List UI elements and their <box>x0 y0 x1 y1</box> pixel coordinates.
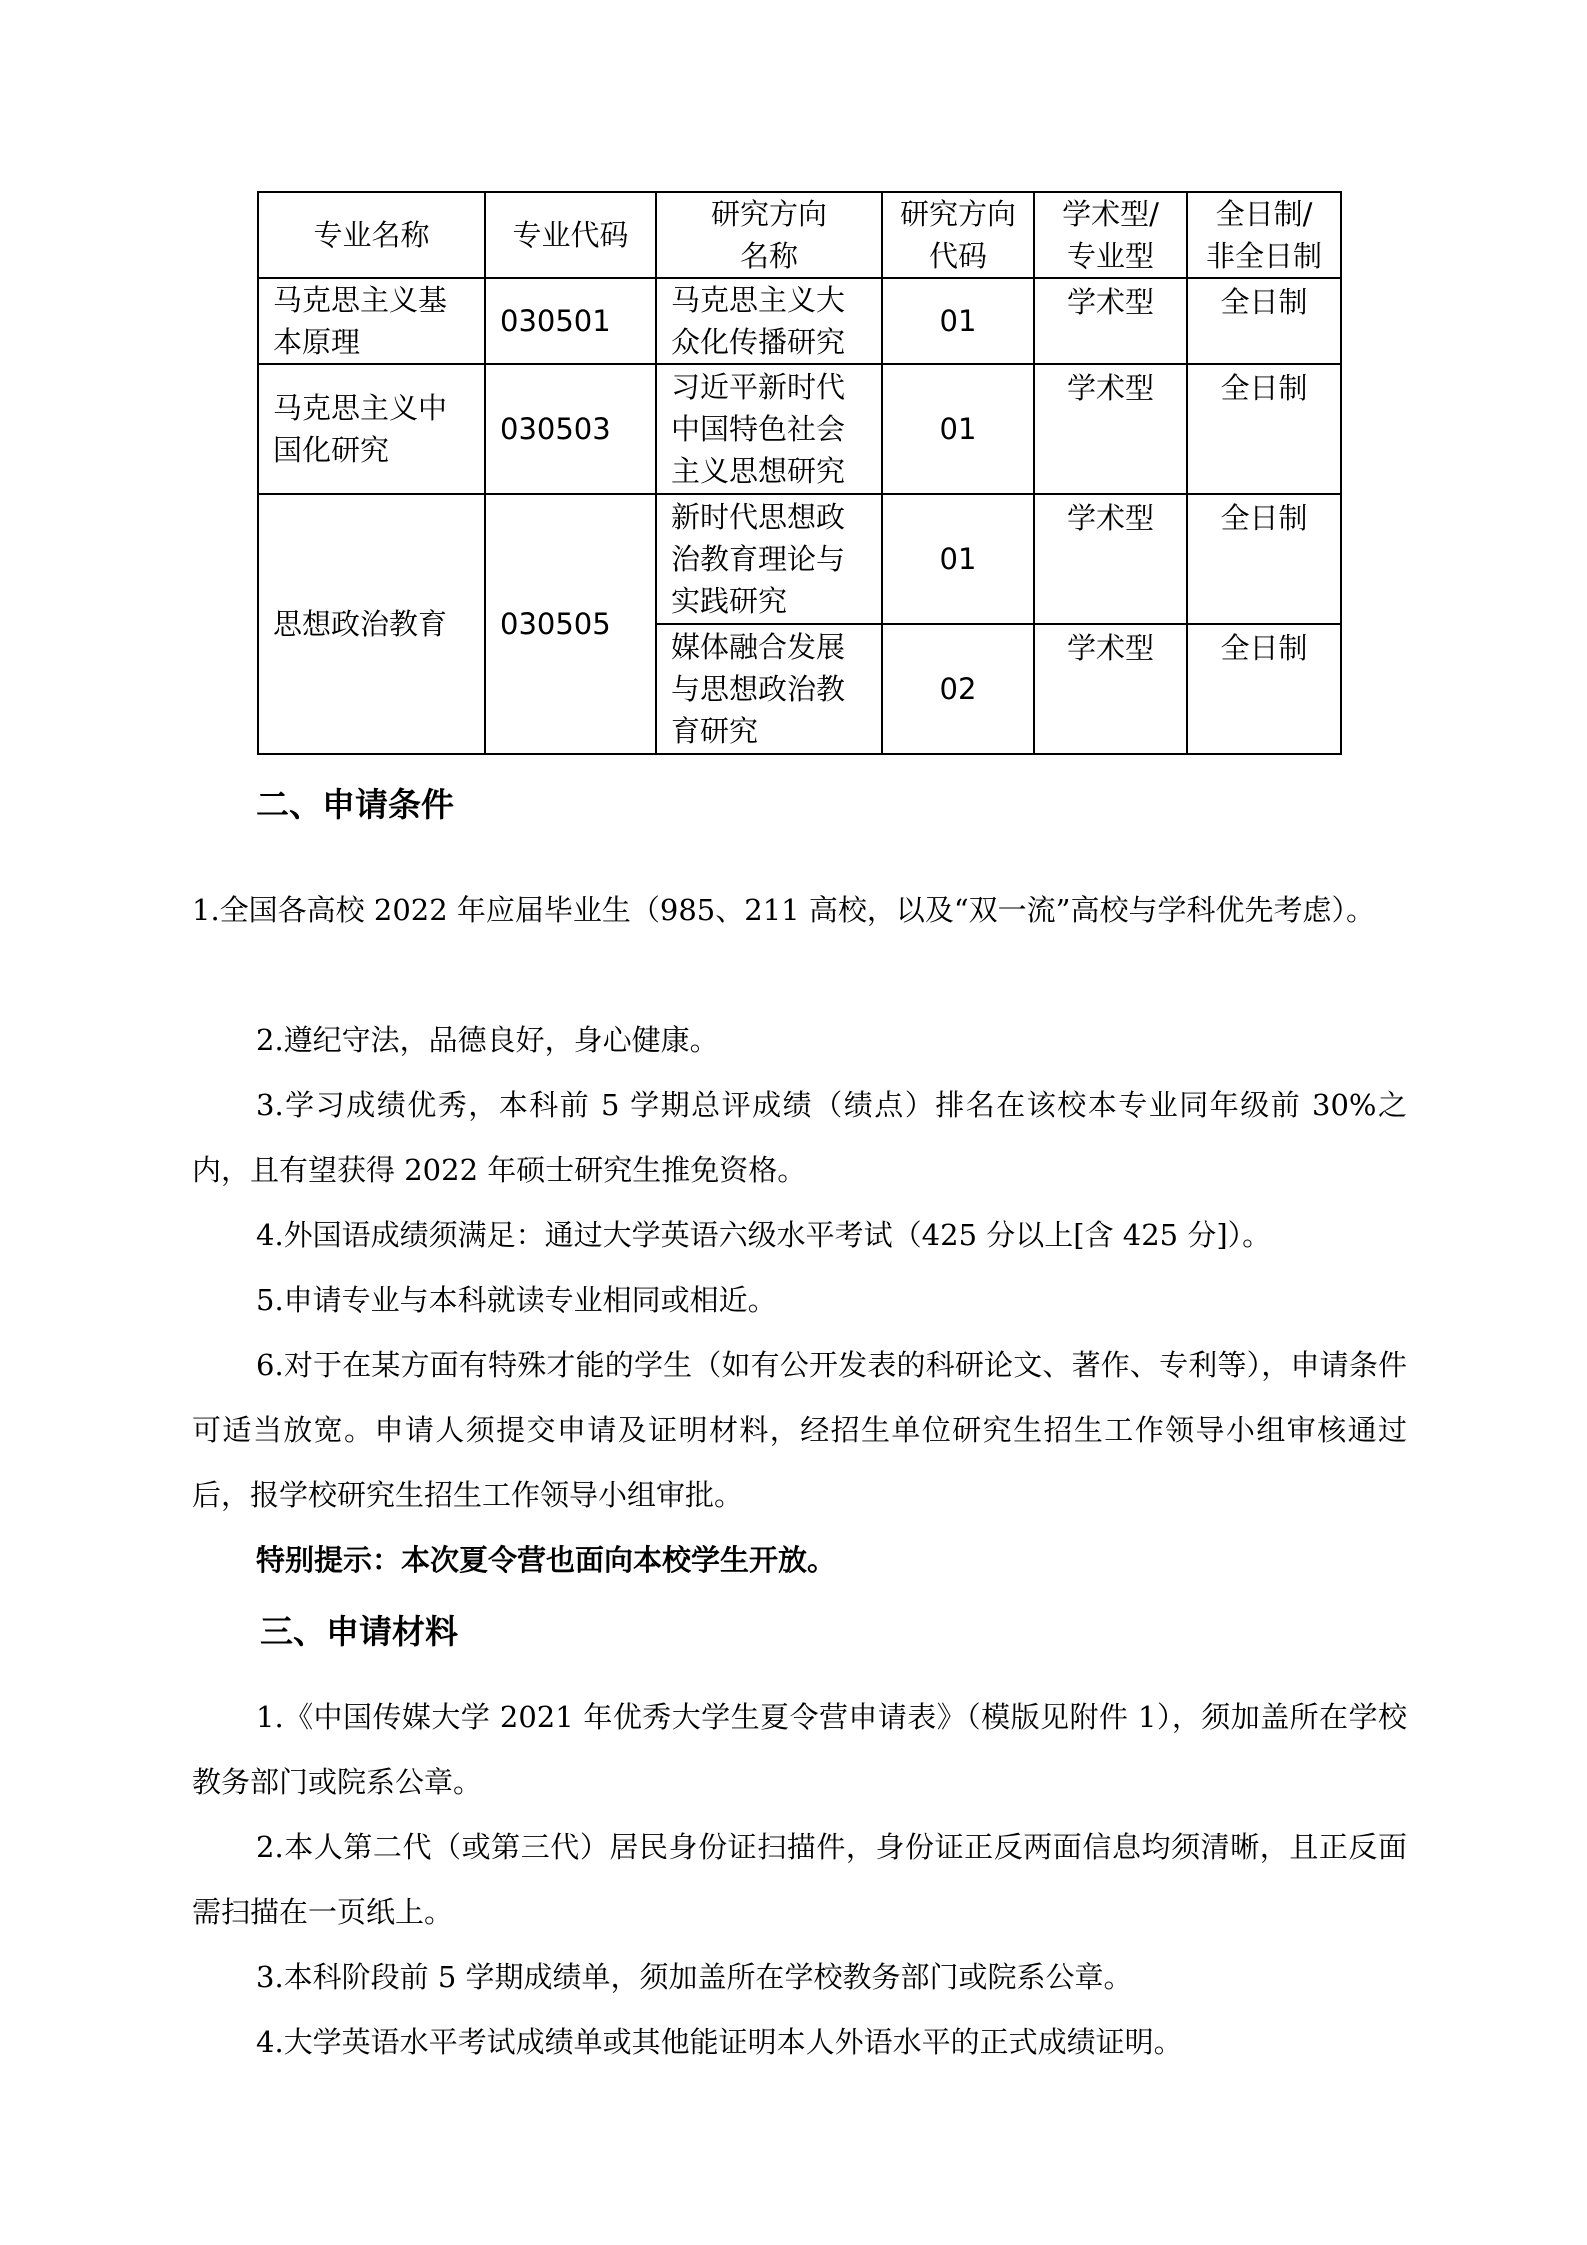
section-heading-materials: 三、申请材料 <box>260 1612 458 1651</box>
cell-mode: 全日制 <box>1187 278 1341 364</box>
paragraph: 3.本科阶段前 5 学期成绩单，须加盖所在学校教务部门或院系公章。 <box>256 1960 1133 1994</box>
paragraph: 4.外国语成绩须满足：通过大学英语六级水平考试（425 分以上[含 425 分]）。 <box>256 1218 1272 1252</box>
header-direction-code: 研究方向 代码 <box>882 192 1034 278</box>
cell-type: 学术型 <box>1034 494 1187 624</box>
paragraph: 1.全国各高校 2022 年应届毕业生（985、211 高校，以及“双一流”高校与学科优先考虑）。 <box>192 893 1375 927</box>
paragraph: 3.学习成绩优秀，本科前 5 学期总评成绩（绩点）排名在该校本专业同年级前 30%之内，且有望获得 2022 年硕士研究生推免资格。 <box>192 1088 1407 1187</box>
cell-major-code: 030501 <box>485 278 656 364</box>
header-direction-name: 研究方向 名称 <box>656 192 882 278</box>
cell-type: 学术型 <box>1034 364 1187 494</box>
paragraph: 1.《中国传媒大学 2021 年优秀大学生夏令营申请表》（模版见附件 1），须加盖所在学校教务部门或院系公章。 <box>192 1700 1407 1799</box>
table-row <box>258 278 1341 364</box>
table-row <box>258 494 1341 624</box>
paragraph: 4.大学英语水平考试成绩单或其他能证明本人外语水平的正式成绩证明。 <box>256 2025 1183 2059</box>
header-type: 学术型/ 专业型 <box>1034 192 1187 278</box>
special-note: 特别提示：本次夏令营也面向本校学生开放。 <box>256 1543 837 1577</box>
cell-direction-code: 01 <box>882 494 1034 624</box>
cell-direction-name: 媒体融合发展与思想政治教育研究 <box>656 624 882 754</box>
cell-mode: 全日制 <box>1187 364 1341 494</box>
cell-direction-name: 马克思主义大众化传播研究 <box>656 278 882 364</box>
header-major-name: 专业名称 <box>258 192 485 278</box>
paragraph: 5.申请专业与本科就读专业相同或相近。 <box>256 1283 777 1317</box>
cell-direction-code: 01 <box>882 364 1034 494</box>
cell-direction-code: 01 <box>882 278 1034 364</box>
section-heading-requirements: 二、申请条件 <box>256 785 454 824</box>
paragraph: 6.对于在某方面有特殊才能的学生（如有公开发表的科研论文、著作、专利等），申请条件可适当放宽。申请人须提交申请及证明材料，经招生单位研究生招生工作领导小组审核通过后，报学校研究生招生工作领导小组审批。 <box>192 1348 1407 1512</box>
paragraph: 2.本人第二代（或第三代）居民身份证扫描件，身份证正反两面信息均须清晰，且正反面需扫描在一页纸上。 <box>192 1830 1407 1929</box>
table-header-row <box>258 192 1341 278</box>
header-mode: 全日制/ 非全日制 <box>1187 192 1341 278</box>
majors-table <box>257 191 1342 755</box>
cell-mode: 全日制 <box>1187 494 1341 624</box>
table-row <box>258 364 1341 494</box>
header-major-code: 专业代码 <box>485 192 656 278</box>
paragraph: 2.遵纪守法，品德良好，身心健康。 <box>256 1023 719 1057</box>
cell-major-name: 马克思主义中国化研究 <box>258 364 485 494</box>
cell-type: 学术型 <box>1034 278 1187 364</box>
cell-direction-name: 新时代思想政治教育理论与实践研究 <box>656 494 882 624</box>
cell-mode: 全日制 <box>1187 624 1341 754</box>
cell-type: 学术型 <box>1034 624 1187 754</box>
cell-direction-code: 02 <box>882 624 1034 754</box>
cell-direction-name: 习近平新时代中国特色社会主义思想研究 <box>656 364 882 494</box>
cell-major-name: 马克思主义基本原理 <box>258 278 485 364</box>
cell-major-code: 030503 <box>485 364 656 494</box>
cell-major-code: 030505 <box>485 494 656 754</box>
cell-major-name: 思想政治教育 <box>258 494 485 754</box>
